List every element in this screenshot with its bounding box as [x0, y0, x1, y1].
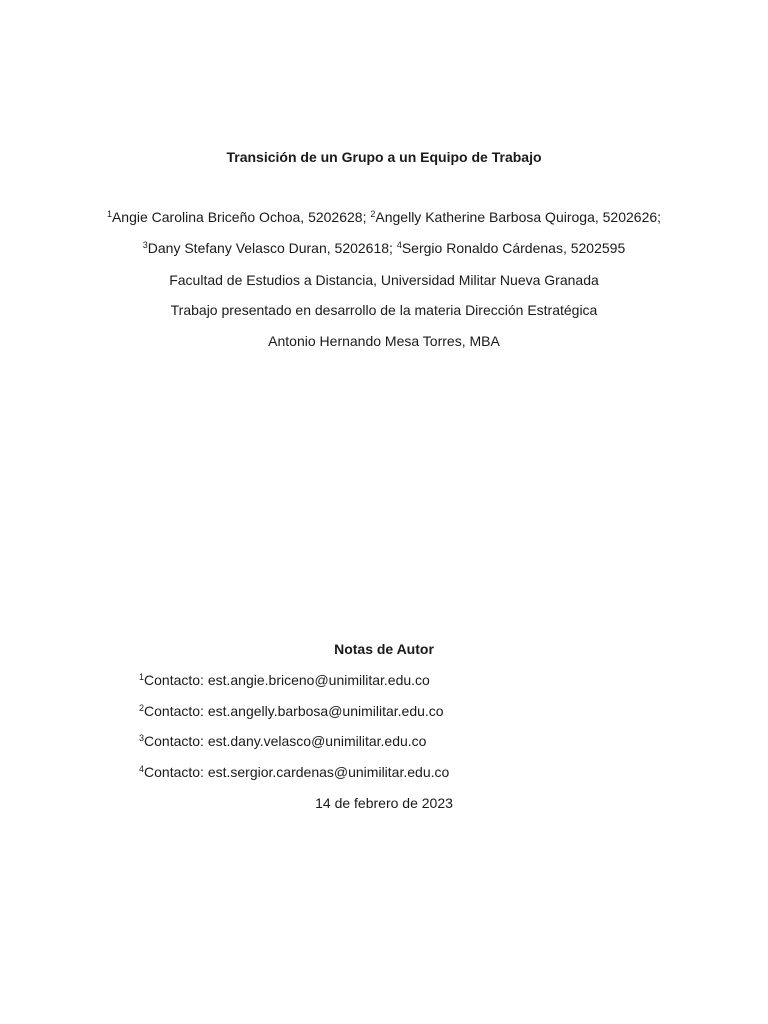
document-title: Transición de un Grupo a un Equipo de Trabajo [226, 149, 542, 165]
date-line: 14 de febrero de 2023 [315, 795, 453, 811]
contact-superscript: 1 [139, 672, 145, 682]
contact-item [139, 763, 449, 781]
author-2: Angelly Katherine Barbosa Quiroga, 5202626; [375, 209, 662, 225]
author-2-superscript: 2 [370, 209, 376, 219]
author-3: Dany Stefany Velasco Duran, 5202618; [147, 240, 397, 256]
authors-line-2 [0, 239, 768, 257]
author-1-superscript: 1 [106, 209, 112, 219]
contact-superscript: 2 [139, 703, 145, 713]
contact-item [139, 671, 430, 689]
contact-text: Contacto: est.sergior.cardenas@unimilitar.edu.co [144, 764, 450, 780]
faculty-line: Facultad de Estudios a Distancia, Universidad Militar Nueva Granada [169, 272, 599, 288]
contact-text: Contacto: est.angelly.barbosa@unimilitar.edu.co [144, 703, 444, 719]
notes-heading: Notas de Autor [334, 641, 434, 657]
author-1: Angie Carolina Briceño Ochoa, 5202628; [111, 209, 371, 225]
contact-item [139, 732, 426, 750]
course-line: Trabajo presentado en desarrollo de la materia Dirección Estratégica [170, 302, 598, 318]
contact-superscript: 4 [139, 764, 145, 774]
author-3-superscript: 3 [142, 240, 148, 250]
contact-superscript: 3 [139, 733, 145, 743]
authors-line-1 [0, 208, 768, 226]
contact-text: Contacto: est.angie.briceno@unimilitar.edu.co [144, 672, 430, 688]
contact-item [139, 702, 444, 720]
author-4-superscript: 4 [396, 240, 402, 250]
contact-text: Contacto: est.dany.velasco@unimilitar.edu.co [144, 733, 427, 749]
author-4: Sergio Ronaldo Cárdenas, 5202595 [401, 240, 626, 256]
professor-line: Antonio Hernando Mesa Torres, MBA [268, 333, 500, 349]
